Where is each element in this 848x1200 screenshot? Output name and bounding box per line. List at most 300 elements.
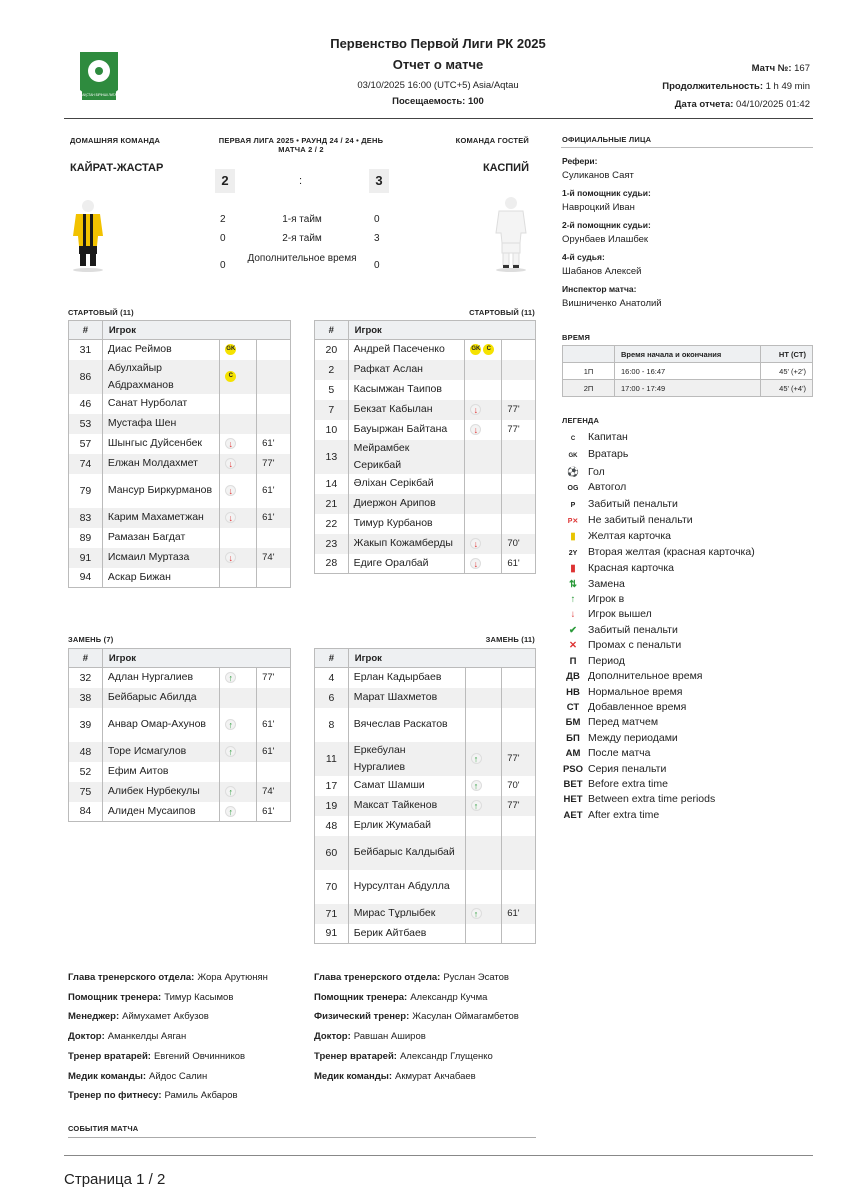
time-row: 1П 16:00 - 16:47 45' (+2')	[563, 363, 813, 380]
event-minute	[257, 340, 291, 360]
legend-text: После матча	[588, 747, 651, 760]
legend-text: Before extra time	[588, 777, 668, 790]
league-logo	[76, 50, 122, 106]
official-role: 4-й судья:	[562, 252, 605, 262]
player-number: 22	[315, 514, 349, 534]
player-badges	[465, 816, 502, 836]
player-name: Бейбарыс Калдыбай	[348, 836, 465, 870]
legend-item	[562, 700, 812, 715]
home-subs-table	[68, 648, 291, 822]
player-row	[315, 554, 536, 574]
player-badges	[220, 762, 257, 782]
col-number: #	[315, 649, 349, 668]
legend-item	[562, 577, 812, 592]
legend-item	[562, 638, 812, 653]
legend-text: Нормальное время	[588, 685, 683, 698]
player-row	[315, 494, 536, 514]
event-minute	[502, 836, 536, 870]
official-name: Навроцкий Иван	[562, 202, 635, 213]
player-row	[69, 802, 291, 822]
legend-symbol-icon: P	[570, 501, 576, 509]
official-name: Орунбаев Илашбек	[562, 234, 649, 245]
legend-title: ЛЕГЕНДА	[562, 416, 600, 425]
away-score: 3	[369, 169, 389, 193]
staff-name: Равшан Аширов	[353, 1031, 426, 1043]
player-name: Вячеслав Раскатов	[348, 708, 465, 742]
staff-role: Доктор:	[314, 1031, 351, 1043]
player-name: Самат Шамши	[348, 776, 465, 796]
legend-symbol-icon: БП	[566, 732, 580, 744]
legend-text: Период	[588, 654, 625, 667]
official-item	[562, 284, 812, 309]
player-name: Еркебулан Нургалиев	[348, 742, 465, 776]
player-row	[315, 420, 536, 440]
player-row	[315, 924, 536, 944]
player-badges	[220, 340, 257, 360]
report-title: Первенство Первой Лиги РК 2025	[330, 36, 546, 51]
player-name: Касымжан Таипов	[348, 380, 465, 400]
legend-text: Капитан	[588, 431, 628, 443]
p2-away: 3	[374, 233, 380, 244]
player-number: 21	[315, 494, 349, 514]
time-title: ВРЕМЯ	[562, 333, 591, 342]
legend-item	[562, 561, 812, 576]
event-minute: 61'	[257, 802, 291, 822]
staff-role: Медик команды:	[68, 1070, 146, 1082]
time-row: 2П 17:00 - 17:49 45' (+4')	[563, 380, 813, 397]
player-row	[69, 568, 291, 588]
event-minute	[257, 528, 291, 548]
official-role: 1-й помощник судьи:	[562, 188, 651, 198]
player-name: Мустафа Шен	[102, 414, 219, 434]
player-number: 79	[69, 474, 103, 508]
official-role: Рефери:	[562, 156, 598, 166]
staff-role: Физический тренер:	[314, 1011, 410, 1023]
event-minute	[502, 924, 536, 944]
player-badges	[465, 360, 502, 380]
staff-name: Жасулан Оймагамбетов	[412, 1011, 519, 1023]
player-row	[315, 534, 536, 554]
legend-item	[562, 654, 812, 669]
player-name: Анвар Омар-Ахунов	[102, 708, 219, 742]
captain-icon: C	[483, 344, 494, 355]
player-badges	[465, 400, 502, 420]
player-name: Рафкат Аслан	[348, 360, 465, 380]
legend-text: Красная карточка	[588, 562, 674, 575]
staff-role: Глава тренерского отдела:	[314, 972, 441, 983]
col-player: Игрок	[102, 649, 290, 668]
col-number: #	[315, 321, 349, 340]
sub-out-icon: ↓	[225, 512, 236, 523]
player-row	[69, 688, 291, 708]
player-name: Карим Махаметжан	[102, 508, 219, 528]
event-minute: 77'	[502, 742, 536, 776]
player-badges	[465, 494, 502, 514]
player-name: Елжан Молдахмет	[102, 454, 219, 474]
sub-out-icon: ↓	[470, 558, 481, 569]
legend-text: Between extra time periods	[588, 793, 716, 806]
player-name: Шынгыс Дуйсенбек	[102, 434, 219, 454]
player-badges	[220, 414, 257, 434]
player-row	[315, 440, 536, 474]
staff-item	[314, 1067, 554, 1087]
event-minute: 77'	[257, 668, 291, 688]
player-name: Алиден Мусаипов	[102, 802, 219, 822]
player-row	[315, 796, 536, 816]
player-number: 32	[69, 668, 103, 688]
official-item	[562, 188, 812, 213]
player-badges	[465, 796, 502, 816]
player-number: 71	[315, 904, 349, 924]
et-home: 0	[220, 260, 226, 271]
player-number: 6	[315, 688, 349, 708]
col-player: Игрок	[348, 321, 535, 340]
legend-symbol-icon: HET	[563, 794, 583, 806]
staff-role: Тренер вратарей:	[314, 1050, 397, 1062]
event-minute	[257, 394, 291, 414]
player-number: 23	[315, 534, 349, 554]
player-number: 39	[69, 708, 103, 742]
player-row	[69, 360, 291, 394]
player-name: Ерлик Жумабай	[348, 816, 465, 836]
staff-role: Медик команды:	[314, 1070, 392, 1082]
player-row	[69, 414, 291, 434]
player-number: 89	[69, 528, 103, 548]
sub-in-icon: ↑	[225, 806, 236, 817]
player-name: Бейбарыс Абилда	[102, 688, 219, 708]
player-row	[315, 688, 536, 708]
legend-item	[562, 715, 812, 730]
staff-item	[314, 988, 554, 1008]
time-table	[562, 345, 813, 397]
away-starting-label: СТАРТОВЫЙ (11)	[469, 308, 535, 317]
divider	[64, 118, 813, 119]
legend-text: After extra time	[588, 808, 660, 821]
player-number: 38	[69, 688, 103, 708]
player-row	[69, 394, 291, 414]
home-starting-table	[68, 320, 291, 588]
player-number: 4	[315, 668, 349, 688]
page-number: Страница 1 / 2	[64, 1171, 166, 1188]
event-minute: 74'	[257, 782, 291, 802]
player-name: Бекзат Кабылан	[348, 400, 465, 420]
player-badges	[220, 802, 257, 822]
player-badges	[220, 454, 257, 474]
legend-text: Промах с пенальти	[588, 639, 682, 652]
home-staff	[68, 968, 308, 1106]
player-row	[69, 528, 291, 548]
player-badges	[220, 434, 257, 454]
legend-text: Не забитый пенальти	[588, 514, 693, 527]
round-info: ПЕРВАЯ ЛИГА 2025 • РАУНД 24 / 24 • ДЕНЬ МАТЧА 2 / 2	[218, 136, 384, 154]
player-number: 19	[315, 796, 349, 816]
legend-item	[562, 685, 812, 700]
col-number: #	[69, 649, 103, 668]
sub-in-icon: ↑	[225, 746, 236, 757]
staff-name: Жора Арутюнян	[197, 972, 268, 983]
player-number: 28	[315, 554, 349, 574]
legend-text: Добавленное время	[588, 700, 687, 713]
player-row	[69, 762, 291, 782]
player-badges	[465, 534, 502, 554]
event-minute	[257, 414, 291, 434]
home-team-name: КАЙРАТ-ЖАСТАР	[70, 162, 164, 174]
event-minute	[502, 440, 536, 474]
legend-symbol-icon: 2Y	[568, 549, 578, 557]
sub-out-icon: ↓	[225, 485, 236, 496]
event-minute	[257, 360, 291, 394]
event-minute: 77'	[502, 420, 536, 440]
legend-item	[562, 480, 812, 496]
legend-item	[562, 529, 812, 544]
event-minute	[502, 360, 536, 380]
staff-role: Тренер по фитнесу:	[68, 1090, 162, 1102]
away-staff	[314, 968, 554, 1086]
official-item	[562, 220, 812, 245]
staff-role: Доктор:	[68, 1031, 105, 1043]
sub-out-icon: ↓	[470, 424, 481, 435]
staff-item	[314, 968, 554, 988]
staff-name: Акмурат Акчабаев	[395, 1070, 476, 1082]
player-number: 8	[315, 708, 349, 742]
player-name: Мирас Тұрлыбек	[348, 904, 465, 924]
legend-symbol-icon: ▮	[570, 531, 576, 543]
p1-away: 0	[374, 214, 380, 225]
legend-text: Серия пенальти	[588, 762, 667, 775]
legend-symbol-icon: ДВ	[566, 671, 580, 683]
staff-name: Аймухамет Акбузов	[122, 1011, 209, 1023]
player-name: Берик Айтбаев	[348, 924, 465, 944]
player-number: 5	[315, 380, 349, 400]
staff-name: Александр Кучма	[410, 991, 488, 1003]
event-minute: 70'	[502, 776, 536, 796]
player-number: 84	[69, 802, 103, 822]
captain-icon: C	[225, 371, 236, 382]
event-minute: 61'	[502, 904, 536, 924]
sub-in-icon: ↑	[225, 719, 236, 730]
official-name: Вишниченко Анатолий	[562, 298, 662, 309]
player-badges	[220, 528, 257, 548]
event-minute: 61'	[257, 742, 291, 762]
legend-text: Дополнительное время	[588, 670, 703, 683]
player-row	[69, 474, 291, 508]
events-title: СОБЫТИЯ МАТЧА	[68, 1124, 139, 1133]
player-number: 91	[69, 548, 103, 568]
legend-item	[562, 746, 812, 761]
event-minute: 61'	[502, 554, 536, 574]
player-badges	[465, 870, 502, 904]
player-row	[69, 742, 291, 762]
player-number: 52	[69, 762, 103, 782]
legend-symbol-icon: P✕	[567, 518, 579, 526]
player-name: Диержон Арипов	[348, 494, 465, 514]
legend-text: Между периодами	[588, 731, 678, 744]
legend-item	[562, 808, 812, 823]
legend-symbol-icon: C	[570, 436, 576, 442]
player-number: 31	[69, 340, 103, 360]
player-badges	[220, 474, 257, 508]
official-item	[562, 156, 812, 181]
col-ht: HT (CT)	[761, 346, 813, 363]
legend-text: Вторая желтая (красная карточка)	[588, 545, 755, 558]
away-team-name: КАСПИЙ	[482, 162, 529, 174]
event-minute: 61'	[257, 474, 291, 508]
staff-name: Аманкелды Аяган	[107, 1031, 187, 1043]
staff-name: Тимур Касымов	[164, 991, 234, 1003]
report-date: Дата отчета: 04/10/2025 01:42	[674, 99, 810, 110]
player-name: Диас Реймов	[102, 340, 219, 360]
event-minute	[502, 340, 536, 360]
staff-name: Евгений Овчинников	[153, 1050, 246, 1062]
away-starting-table	[314, 320, 536, 574]
away-team-label: КОМАНДА ГОСТЕЙ	[455, 136, 529, 145]
sub-in-icon: ↑	[471, 753, 482, 764]
sub-out-icon: ↓	[470, 404, 481, 415]
player-row	[69, 340, 291, 360]
event-minute	[502, 688, 536, 708]
player-name: Рамазан Багдат	[102, 528, 219, 548]
player-badges	[220, 548, 257, 568]
legend-item	[562, 607, 812, 622]
staff-name: Айдос Салин	[149, 1070, 208, 1082]
official-role: 2-й помощник судьи:	[562, 220, 651, 230]
staff-item	[68, 1086, 308, 1106]
player-row	[315, 836, 536, 870]
legend-text: Желтая карточка	[588, 530, 672, 543]
player-row	[69, 434, 291, 454]
player-name: Аскар Бижан	[102, 568, 219, 588]
player-badges	[465, 420, 502, 440]
legend-symbol-icon: ✕	[569, 640, 577, 652]
staff-item	[68, 1047, 308, 1067]
player-name: Марат Шахметов	[348, 688, 465, 708]
player-number: 46	[69, 394, 103, 414]
player-name: Санат Нурболат	[102, 394, 219, 414]
legend-item	[562, 777, 812, 792]
legend-symbol-icon: PSO	[562, 763, 584, 775]
player-row	[69, 668, 291, 688]
legend-item	[562, 762, 812, 777]
player-name: Әліхан Серікбай	[348, 474, 465, 494]
player-badges	[220, 708, 257, 742]
staff-item	[68, 988, 308, 1008]
official-item	[562, 252, 812, 277]
player-row	[315, 474, 536, 494]
player-badges	[465, 474, 502, 494]
col-range: Время начала и окончания	[615, 346, 761, 363]
event-minute	[257, 762, 291, 782]
legend-text: Забитый пенальти	[588, 497, 678, 510]
event-minute: 70'	[502, 534, 536, 554]
home-starting-label: СТАРТОВЫЙ (11)	[68, 308, 134, 317]
legend-item	[562, 465, 812, 480]
player-badges	[465, 514, 502, 534]
event-minute	[502, 708, 536, 742]
legend-text: Замена	[588, 577, 625, 590]
legend-text: Забитый пенальти	[588, 623, 678, 636]
player-badges	[465, 554, 502, 574]
event-minute: 77'	[257, 454, 291, 474]
player-number: 83	[69, 508, 103, 528]
player-badges	[220, 688, 257, 708]
legend-symbol-icon: П	[569, 655, 577, 667]
legend-text: Игрок в	[588, 593, 625, 606]
player-badges	[465, 380, 502, 400]
legend-symbol-icon: ↓	[570, 609, 576, 621]
event-minute	[502, 870, 536, 904]
staff-role: Помощник тренера:	[314, 991, 408, 1003]
player-row	[69, 548, 291, 568]
p2-home: 0	[220, 233, 226, 244]
home-subs-label: ЗАМЕНЬ (7)	[68, 635, 114, 644]
player-row	[315, 776, 536, 796]
player-name: Мейрамбек Серикбай	[348, 440, 465, 474]
player-name: Тимур Курбанов	[348, 514, 465, 534]
player-name: Нурсултан Абдулла	[348, 870, 465, 904]
legend-text: Перед матчем	[588, 716, 659, 729]
divider	[68, 1137, 536, 1138]
player-row	[69, 454, 291, 474]
player-row	[315, 742, 536, 776]
player-row	[69, 508, 291, 528]
sub-in-icon: ↑	[225, 672, 236, 683]
player-number: 48	[315, 816, 349, 836]
legend-text: Игрок вышел	[588, 608, 652, 621]
legend-symbol-icon: AET	[563, 809, 583, 821]
player-number: 17	[315, 776, 349, 796]
staff-role: Менеджер:	[68, 1011, 120, 1023]
report-subtitle: Отчет о матче	[392, 57, 484, 72]
legend-item	[562, 731, 812, 746]
player-badges	[465, 708, 502, 742]
col-player: Игрок	[348, 649, 535, 668]
player-name: Едиге Оралбай	[348, 554, 465, 574]
staff-item	[314, 1047, 554, 1067]
player-number: 86	[69, 360, 103, 394]
col-number: #	[69, 321, 103, 340]
player-badges	[220, 394, 257, 414]
player-row	[315, 360, 536, 380]
officials-list	[562, 156, 812, 316]
staff-name: Рамиль Акбаров	[164, 1090, 238, 1102]
player-badges	[220, 742, 257, 762]
player-number: 53	[69, 414, 103, 434]
et-label: Дополнительное время	[247, 253, 357, 264]
legend-item	[562, 792, 812, 807]
staff-item	[314, 1027, 554, 1047]
event-minute: 61'	[257, 434, 291, 454]
player-number: 91	[315, 924, 349, 944]
legend-symbol-icon: OG	[567, 485, 579, 493]
player-badges	[465, 340, 502, 360]
player-badges	[220, 360, 257, 394]
player-row	[315, 514, 536, 534]
match-duration: Продолжительность: 1 h 49 min	[662, 81, 810, 92]
event-minute	[502, 816, 536, 836]
legend-item	[562, 669, 812, 684]
player-name: Андрей Пасеченко	[348, 340, 465, 360]
legend-item	[562, 497, 812, 513]
p2-label: 2-я тайм	[282, 233, 322, 244]
p1-home: 2	[220, 214, 226, 225]
player-name: Бауыржан Байтана	[348, 420, 465, 440]
home-score: 2	[215, 169, 235, 193]
legend-item	[562, 513, 812, 529]
event-minute	[257, 688, 291, 708]
player-name: Торе Исмагулов	[102, 742, 219, 762]
player-name: Мансур Биркурманов	[102, 474, 219, 508]
player-number: 57	[69, 434, 103, 454]
